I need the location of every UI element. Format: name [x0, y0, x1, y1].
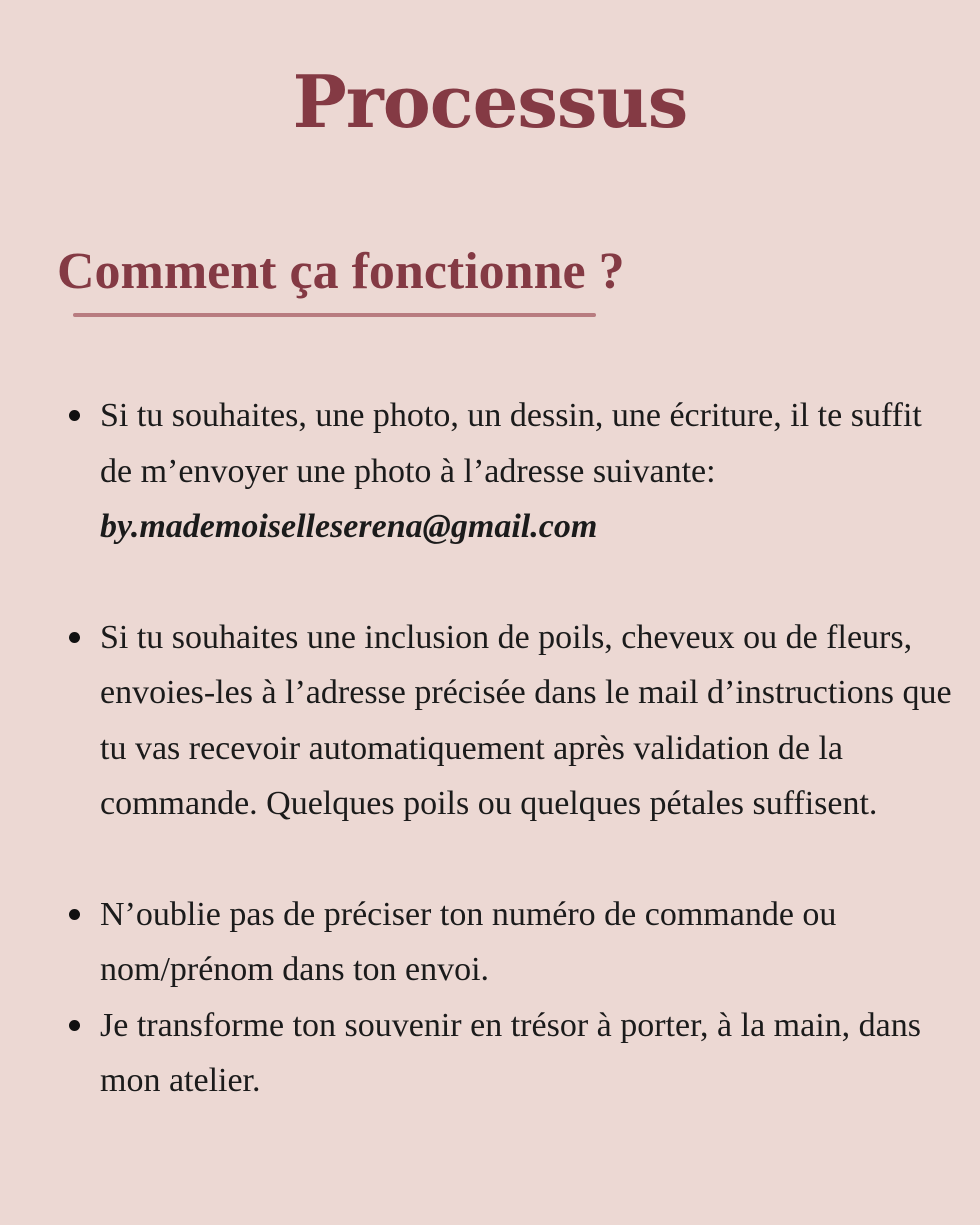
- email-address: by.mademoiselleserena@gmail.com: [100, 508, 598, 545]
- bullet-dot-icon: [69, 1020, 80, 1031]
- list-item-text: Si tu souhaites, une photo, un dessin, une écriture, il te suffit de m’envoyer une photo à l’adresse suivante:: [100, 397, 922, 490]
- process-list: [100, 388, 960, 1109]
- list-item: [100, 887, 960, 998]
- list-item: [100, 998, 960, 1109]
- bullet-dot-icon: [69, 909, 80, 920]
- list-item-text: Si tu souhaites une inclusion de poils, cheveux ou de fleurs, envoies-les à l’adresse précisée dans le mail d’instructions que tu vas recevoir automatiquement après validation de la commande. Quelques poils ou quelques pétales suffisent.: [100, 618, 952, 822]
- page-title: Processus: [292, 59, 688, 144]
- list-item-text: Je transforme ton souvenir en trésor à porter, à la main, dans mon atelier.: [100, 1006, 921, 1099]
- section-subtitle: Comment ça fonctionne ?: [57, 243, 625, 300]
- list-item: [100, 388, 960, 555]
- list-item-text: N’oublie pas de préciser ton numéro de commande ou nom/prénom dans ton envoi.: [100, 895, 837, 988]
- list-item: [100, 610, 960, 832]
- subtitle-underline: [73, 313, 596, 317]
- bullet-dot-icon: [69, 410, 80, 421]
- bullet-dot-icon: [69, 632, 80, 643]
